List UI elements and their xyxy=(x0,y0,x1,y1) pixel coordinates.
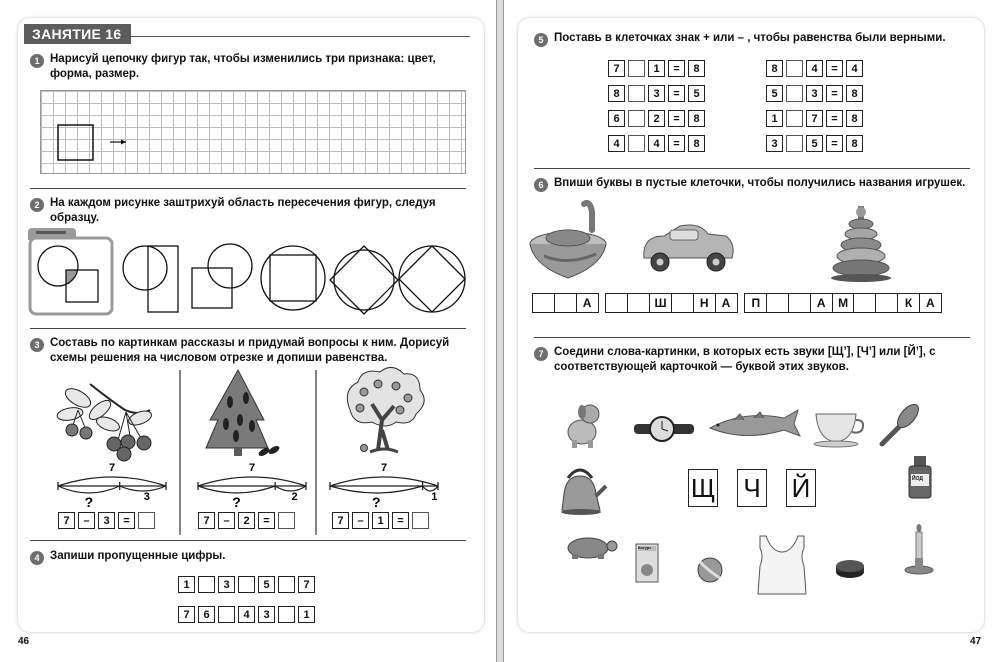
equation-cell: 8 xyxy=(846,110,863,127)
equation-cell: 4 xyxy=(648,135,665,152)
digit-cell[interactable]: 5 xyxy=(258,576,275,593)
equation-cell: 1 xyxy=(766,110,783,127)
equation-cell: 4 xyxy=(846,60,863,77)
book-gutter xyxy=(496,0,504,662)
answer-cell[interactable] xyxy=(138,512,155,529)
equation-cell: 8 xyxy=(846,135,863,152)
equation-cell: 3 xyxy=(98,512,115,529)
equation-cell: 8 xyxy=(688,135,705,152)
task4-text: Запиши пропущенные цифры. xyxy=(50,550,226,562)
equation-cell: 2 xyxy=(238,512,255,529)
equation-cell: = xyxy=(826,60,843,77)
equation-cell: 2 xyxy=(648,110,665,127)
total-arc xyxy=(58,477,166,486)
total-label: 7 xyxy=(380,462,388,474)
equation-cell: = xyxy=(118,512,135,529)
equation-cell: 8 xyxy=(846,85,863,102)
equation-cell: 4 xyxy=(608,135,625,152)
digit-sequence-row-2 xyxy=(178,606,315,623)
equation-cell: 8 xyxy=(608,85,625,102)
task2-number: 2 xyxy=(30,198,44,212)
equation-cell: = xyxy=(668,60,685,77)
equation-row-2 xyxy=(198,512,295,529)
task7-pictures[interactable] xyxy=(504,0,1000,662)
letter-cell[interactable]: Ш xyxy=(649,293,672,313)
digit-cell[interactable]: 7 xyxy=(178,606,195,623)
tank-top-icon xyxy=(758,536,806,594)
digit-cell[interactable] xyxy=(278,606,295,623)
equation-cell: 7 xyxy=(806,110,823,127)
equation-cell: 8 xyxy=(688,60,705,77)
equation-cell: – xyxy=(78,512,95,529)
task7-text: Соедини слова-картинки, в которых есть звуки [Щ’], [Ч’] или [Й’], с соответствующей карточкой — буквой этих звуков. xyxy=(554,346,936,373)
equation-cell: – xyxy=(218,512,235,529)
equation-cell: 3 xyxy=(806,85,823,102)
teacup-icon xyxy=(814,414,863,447)
equation-cell: = xyxy=(258,512,275,529)
unknown-label: ? xyxy=(232,494,241,510)
unknown-arc xyxy=(198,486,275,493)
digit-cell[interactable]: 3 xyxy=(258,606,275,623)
digit-cell[interactable] xyxy=(218,606,235,623)
letter-cell[interactable]: А xyxy=(715,293,738,313)
equation-cell: = xyxy=(826,135,843,152)
task4-number: 4 xyxy=(30,551,44,565)
equation-cell: 3 xyxy=(766,135,783,152)
letter-cell[interactable]: А xyxy=(576,293,599,313)
unknown-label: ? xyxy=(372,494,381,510)
equation-cell: 1 xyxy=(372,512,389,529)
equation-cell: 7 xyxy=(198,512,215,529)
letter-card-shcha[interactable]: Щ xyxy=(688,469,718,507)
task6-text: Впиши буквы в пустые клеточки, чтобы получились названия игрушек. xyxy=(554,177,966,189)
task1-text: Нарисуй цепочку фигур так, чтобы изменились три признака: цвет, форма, размер. xyxy=(50,53,436,80)
equation-cell: = xyxy=(668,135,685,152)
letter-cell[interactable]: А xyxy=(810,293,833,313)
yogurt-label: йогурт xyxy=(638,545,652,550)
digit-cell[interactable]: 1 xyxy=(178,576,195,593)
equation-cell: 3 xyxy=(648,85,665,102)
equation-cell: 7 xyxy=(58,512,75,529)
task3-number: 3 xyxy=(30,338,44,352)
total-label: 7 xyxy=(248,462,256,474)
task3-text: Составь по картинкам рассказы и придумай вопросы к ним. Дорисуй схемы решения на числовом отрезке и допиши равенства. xyxy=(50,337,450,364)
separator xyxy=(30,540,466,541)
digit-cell[interactable]: 1 xyxy=(298,606,315,623)
hairbrush-icon xyxy=(882,401,922,444)
answer-cell[interactable] xyxy=(412,512,429,529)
total-label: 7 xyxy=(108,462,116,474)
equation-cell: 6 xyxy=(608,110,625,127)
total-arc xyxy=(330,477,438,486)
unknown-label: ? xyxy=(84,494,94,510)
equation-cell: 4 xyxy=(806,60,823,77)
part-label: 1 xyxy=(431,491,438,503)
part-label: 2 xyxy=(291,491,298,503)
equation-row-1 xyxy=(58,512,155,529)
digit-cell[interactable] xyxy=(198,576,215,593)
equation-cell: 7 xyxy=(332,512,349,529)
digit-sequence-row-1 xyxy=(178,576,315,593)
ball-icon xyxy=(698,558,722,582)
lesson-tab: ЗАНЯТИЕ 16 xyxy=(24,24,131,44)
equation-cell: 8 xyxy=(766,60,783,77)
digit-cell[interactable]: 7 xyxy=(298,576,315,593)
task5-text: Поставь в клеточках знак + или – , чтобы равенства были верными. xyxy=(554,32,946,44)
candle-icon xyxy=(905,524,933,574)
digit-cell[interactable] xyxy=(278,576,295,593)
kettle-icon xyxy=(561,470,606,515)
total-arc xyxy=(198,477,306,486)
unknown-arc xyxy=(58,486,120,493)
equation-cell: 5 xyxy=(766,85,783,102)
task7-number: 7 xyxy=(534,347,548,361)
digit-cell[interactable]: 6 xyxy=(198,606,215,623)
letter-cell[interactable]: М xyxy=(832,293,855,313)
letter-cell[interactable]: Н xyxy=(693,293,716,313)
letter-cell[interactable]: А xyxy=(919,293,942,313)
equation-cell: = xyxy=(668,110,685,127)
letter-card-i-kratkoe[interactable]: Й xyxy=(786,469,816,507)
digit-cell[interactable]: 3 xyxy=(218,576,235,593)
letter-cell[interactable]: К xyxy=(897,293,920,313)
puppy-icon xyxy=(568,405,599,448)
digit-cell[interactable] xyxy=(238,576,255,593)
equation-cell: = xyxy=(826,85,843,102)
left-page xyxy=(0,0,496,662)
equation-cell: 7 xyxy=(608,60,625,77)
task2-text: На каждом рисунке заштрихуй область пересечения фигур, следуя образцу. xyxy=(50,197,436,224)
iodine-label: ЙОД xyxy=(912,476,923,482)
pike-fish-icon xyxy=(710,410,800,436)
task6-number: 6 xyxy=(534,178,548,192)
wristwatch-icon xyxy=(634,417,694,441)
task5-number: 5 xyxy=(534,33,548,47)
letter-card-che[interactable]: Ч xyxy=(737,469,767,507)
part-label: 3 xyxy=(143,491,150,503)
equation-cell: 5 xyxy=(806,135,823,152)
equation-cell: – xyxy=(352,512,369,529)
digit-cell[interactable]: 4 xyxy=(238,606,255,623)
unknown-arc xyxy=(330,486,423,493)
page-number-left: 46 xyxy=(18,636,30,647)
equation-row-3 xyxy=(332,512,429,529)
equation-cell: 5 xyxy=(688,85,705,102)
turtle-icon xyxy=(568,538,617,559)
equation-cell: 8 xyxy=(688,110,705,127)
equation-cell: = xyxy=(668,85,685,102)
right-page xyxy=(504,0,1000,662)
page-number-right: 47 xyxy=(970,636,982,647)
equation-cell: = xyxy=(826,110,843,127)
equation-cell: = xyxy=(392,512,409,529)
letter-cell[interactable]: П xyxy=(744,293,767,313)
hockey-puck-icon xyxy=(836,560,864,578)
answer-cell[interactable] xyxy=(278,512,295,529)
equation-cell: 1 xyxy=(648,60,665,77)
task1-number: 1 xyxy=(30,54,44,68)
